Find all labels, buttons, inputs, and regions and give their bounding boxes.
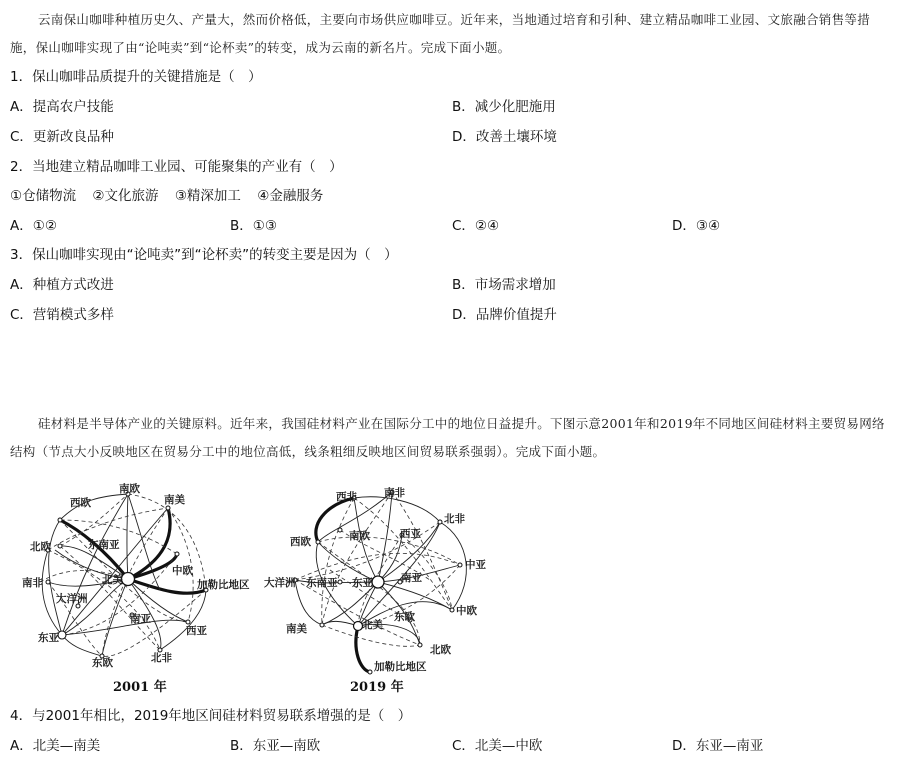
label-2001-dongnanya: 东南亚	[88, 539, 120, 551]
label-2001-xiya: 西亚	[186, 625, 207, 637]
q4-option-d[interactable]: D．东亚—南亚	[672, 738, 764, 754]
label-2001-dongou: 东欧	[92, 657, 113, 669]
label-2001-nanou: 南欧	[119, 483, 140, 495]
label-2001-beiou: 北欧	[30, 541, 51, 553]
q2-option-a[interactable]: A．①②	[10, 218, 57, 234]
q2-item-2: ②文化旅游	[92, 188, 159, 204]
label-2019-dongnanya: 东南亚	[306, 577, 338, 589]
label-2001-jialebi: 加勒比地区	[197, 579, 250, 591]
label-2001-dayangzhou: 大洋洲	[56, 593, 88, 605]
passage-silicon-text: 硅材料是半导体产业的关键原料。近年来，我国硅材料产业在国际分工中的地位日益提升。下图示意2001年和2019年不同地区间硅材料主要贸易网络结构（节点大小反映地区在贸易分工中的地位高低，线条粗细反映地区间贸易联系强弱）。完成下面小题。	[10, 416, 885, 459]
q2-item-1: ①仓储物流	[10, 188, 77, 204]
label-2019-xiya: 西亚	[400, 528, 421, 540]
label-2019-nanou: 南欧	[349, 530, 370, 542]
q3-option-a[interactable]: A．种植方式改进	[10, 277, 114, 293]
label-2019-beifei: 北非	[444, 513, 465, 525]
q2-item-4: ④金融服务	[257, 188, 324, 204]
label-2019-dongou: 东欧	[394, 611, 415, 623]
question-1-stem: 1．保山咖啡品质提升的关键措施是（ ）	[10, 69, 262, 85]
q1-option-d[interactable]: D．改善土壤环境	[452, 129, 557, 145]
network-2019	[264, 486, 486, 695]
label-2019-zhongya: 中亚	[465, 559, 486, 571]
q4-option-b[interactable]: B．东亚—南欧	[230, 738, 321, 754]
q4-option-c[interactable]: C．北美—中欧	[452, 738, 543, 754]
q2-option-b[interactable]: B．①③	[230, 218, 277, 234]
question-4-stem: 4．与2001年相比，2019年地区间硅材料贸易联系增强的是（ ）	[10, 708, 412, 724]
caption-2001: 2001 年	[113, 680, 167, 695]
question-2-stem: 2．当地建立精品咖啡工业园、可能聚集的产业有（ ）	[10, 159, 343, 175]
label-2019-xiou: 西欧	[290, 536, 311, 548]
label-2001-nanya: 南亚	[130, 613, 151, 625]
q3-option-c[interactable]: C．营销模式多样	[10, 307, 114, 323]
q1-option-a[interactable]: A．提高农户技能	[10, 99, 114, 115]
q3-option-b[interactable]: B．市场需求增加	[452, 277, 556, 293]
label-2019-beiou: 北欧	[430, 644, 451, 656]
q2-item-3: ③精深加工	[174, 188, 241, 204]
passage-coffee-text: 云南保山咖啡种植历史久、产量大，然而价格低，主要向市场供应咖啡豆。近年来，当地通过培育和引种、建立精品咖啡工业园、文旅融合销售等措施，保山咖啡实现了由“论吨卖”到“论杯卖”的转变，成为云南的新名片。完成下面小题。	[10, 12, 871, 55]
q2-option-c[interactable]: C．②④	[452, 218, 500, 234]
label-2001-beifei: 北非	[151, 652, 172, 664]
label-2001-zhongou: 中欧	[172, 565, 193, 577]
label-2019-nanmei: 南美	[286, 623, 307, 635]
network-2001	[22, 482, 250, 695]
label-2001-xiou: 西欧	[70, 497, 91, 509]
passage-coffee	[10, 6, 890, 62]
label-2019-jialebi: 加勒比地区	[374, 661, 427, 673]
trade-network-figure	[0, 470, 901, 700]
label-2001-beimei: 北美	[102, 574, 123, 586]
label-2019-dayangzhou: 大洋洲	[264, 577, 296, 589]
label-2019-nanfei: 南非	[384, 487, 405, 499]
label-2019-xifei: 西非	[336, 491, 357, 503]
q3-option-d[interactable]: D．品牌价值提升	[452, 307, 557, 323]
label-2001-dongya: 东亚	[38, 632, 59, 644]
label-2001-nanmei: 南美	[164, 494, 185, 506]
question-3-stem: 3．保山咖啡实现由“论吨卖”到“论杯卖”的转变主要是因为（ ）	[10, 247, 398, 263]
q1-option-b[interactable]: B．减少化肥施用	[452, 99, 556, 115]
label-2019-zhongou: 中欧	[456, 605, 477, 617]
caption-2019: 2019 年	[350, 680, 404, 695]
q4-option-a[interactable]: A．北美—南美	[10, 738, 101, 754]
q2-items	[10, 186, 335, 206]
label-2019-nanya: 南亚	[401, 572, 422, 584]
passage-silicon	[10, 410, 890, 466]
q2-option-d[interactable]: D．③④	[672, 218, 721, 234]
label-2019-beimei: 北美	[362, 619, 383, 631]
q1-option-c[interactable]: C．更新改良品种	[10, 129, 114, 145]
label-2019-dongya: 东亚	[352, 577, 373, 589]
label-2001-nanfei: 南非	[22, 577, 43, 589]
